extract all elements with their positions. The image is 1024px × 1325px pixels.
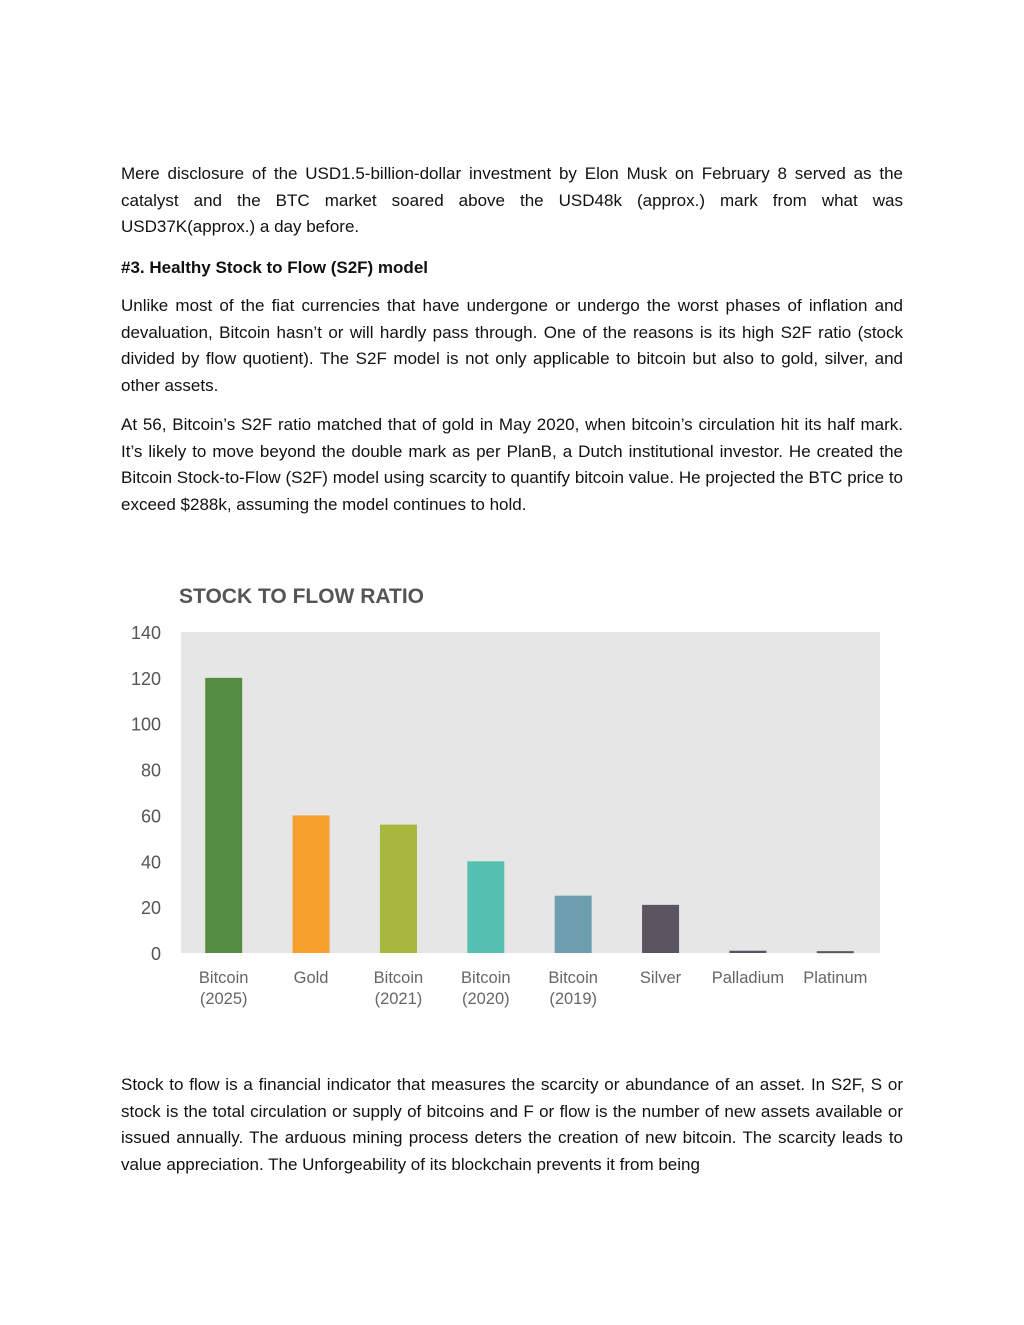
x-tick-label: Platinum — [803, 969, 868, 987]
x-tick-label: Bitcoin — [461, 969, 511, 987]
stock-to-flow-chart — [110, 570, 900, 1020]
bar — [729, 951, 766, 953]
x-tick-label: (2020) — [461, 990, 510, 1008]
x-tick-label: (2025) — [199, 990, 248, 1008]
paragraph-musk-investment: Mere disclosure of the USD1.5-billion-dollar investment by Elon Musk on February 8 served as the catalyst and the BTC market soared above the USD48k (approx.) mark from what was USD37K(approx.) a day before. — [121, 164, 903, 236]
plot-area — [181, 632, 880, 953]
x-tick-label: (2019) — [549, 990, 598, 1008]
y-tick-label: 120 — [130, 668, 161, 689]
y-tick-label: 60 — [140, 806, 161, 827]
bar — [817, 951, 854, 953]
y-tick-label: 20 — [140, 898, 161, 919]
y-tick-label: 40 — [140, 852, 161, 873]
x-tick-label: Bitcoin — [198, 969, 249, 987]
chart-title: STOCK TO FLOW RATIO — [179, 585, 424, 608]
bar — [380, 825, 417, 953]
x-tick-label: (2021) — [374, 990, 423, 1008]
section-heading-s2f: #3. Healthy Stock to Flow (S2F) model — [121, 258, 428, 277]
y-tick-label: 0 — [150, 944, 161, 964]
bar — [293, 815, 330, 953]
x-tick-label: Gold — [293, 969, 329, 987]
bar — [467, 861, 504, 953]
y-tick-label: 100 — [130, 714, 161, 735]
paragraph-fiat-inflation: Unlike most of the fiat currencies that have undergone or undergo the worst phases of inflation and devaluation, Bitcoin hasn’t or will hardly pass through. One of the reasons is its high S2F ratio (stock divided by flow quotient). The S2F model is not only applicable to bitcoin but also to gold, silver, and other assets. — [121, 296, 903, 395]
y-tick-label: 140 — [130, 623, 161, 643]
bar — [205, 678, 242, 953]
x-tick-label: Palladium — [711, 969, 785, 987]
x-tick-label: Bitcoin — [373, 969, 424, 987]
x-tick-label: Bitcoin — [548, 969, 598, 987]
paragraph-s2f-definition: Stock to flow is a financial indicator that measures the scarcity or abundance of an asset. In S2F, S or stock is the total circulation or supply of bitcoins and F or flow is the number of new assets available or issued annually. The arduous mining process deters the creation of new bitcoin. The scarcity leads to value appreciation. The Unforgeability of its blockchain prevents it from being — [121, 1075, 903, 1174]
bar — [642, 905, 679, 953]
bar — [555, 896, 592, 953]
paragraph-planb-model: At 56, Bitcoin’s S2F ratio matched that of gold in May 2020, when bitcoin’s circulation hit its half mark. It’s likely to move beyond the double mark as per PlanB, a Dutch institutional investor. He created the Bitcoin Stock-to-Flow (S2F) model using scarcity to quantify bitcoin value. He projected the BTC price to exceed $288k, assuming the model continues to hold. — [121, 415, 903, 514]
y-tick-label: 80 — [140, 760, 161, 781]
x-tick-label: Silver — [639, 969, 682, 987]
